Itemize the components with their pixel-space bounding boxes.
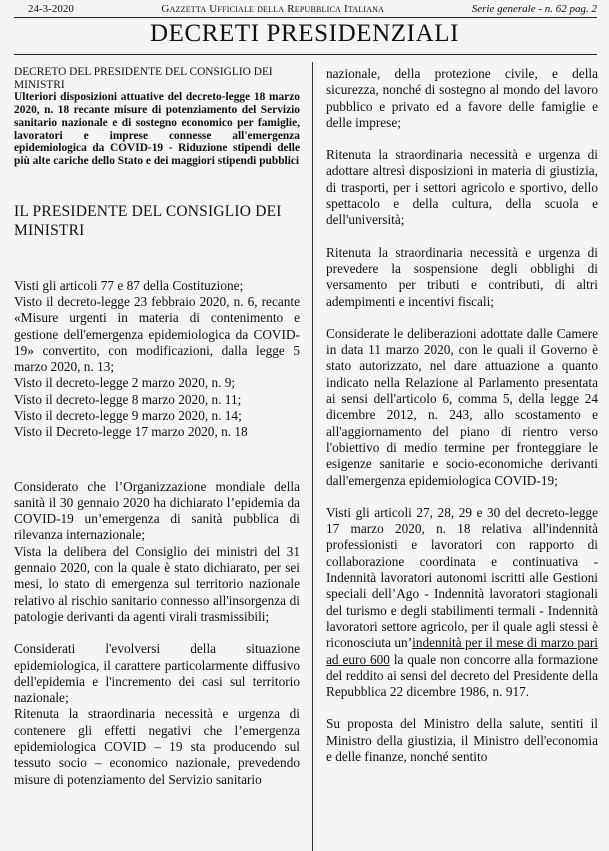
decree-subject: Ulteriori disposizioni attuative del decreto-legge 18 marzo 2020, n. 18 recante misure di potenziamento del Servizio sanitario nazionale e di sostegno economico per famiglie, lavoratori e imprese connesse all'emergenza epidemiologica da COVID-19 - Riduzione stipendi delle più alte cariche dello Stato e dei maggiori stipendi pubblici xyxy=(14,91,300,167)
decree-heading: DECRETO DEL PRESIDENTE DEL CONSIGLIO DEI MINISTRI xyxy=(14,66,273,91)
considerate-paragraph: Considerate le deliberazioni adottate dalle Camere in data 11 marzo 2020, con le quali il Governo è stato autorizzato, nel dare attuazione a quanto indicato nella Relazione al Parlamento presentata ai sensi dell'articolo 6, comma 5, della legge 24 dicembre 2012, n. 243, allo scostamento e all'aggiornamento del piano di rientro verso l'obiettivo di medio termine per fronteggiare le esigenze sanitarie e socio-economiche derivanti dall'emergenza epidemiologica COVID-19; xyxy=(326,325,598,488)
visti-text-post: la quale non concorre alla formazione del reddito ai sensi del decreto del Presidente della Repubblica 22 dicembre 1986, n. 917. xyxy=(326,651,598,700)
right-column xyxy=(326,66,598,765)
underlined-allowance: indennità per il mese di marzo pari ad euro 600 xyxy=(326,635,598,667)
visto-item: Visto il decreto-legge 23 febbraio 2020, n. 6, recante «Misure urgenti in materia di contenimento e gestione dell'emergenza epidemiologica da COVID-19» convertito, con modificazioni, dalla legge 5 marzo 2020, n. 13; xyxy=(14,293,300,375)
visti-articoli-paragraph xyxy=(326,505,598,701)
header-date: 24-3-2020 xyxy=(28,3,74,15)
title-rule xyxy=(14,54,597,55)
left-column xyxy=(14,66,300,788)
column-divider xyxy=(312,62,313,851)
visto-item: Visto il decreto-legge 8 marzo 2020, n. 11; xyxy=(14,391,242,407)
section-title: DECRETI PRESIDENZIALI xyxy=(149,20,460,47)
visto-item: Visti gli articoli 77 e 87 della Costituzione; xyxy=(14,277,244,293)
running-header xyxy=(28,2,597,16)
considerati-paragraph: Considerati l'evolversi della situazione epidemiologica, il carattere particolarmente diffusivo dell'epidemia e l'incremento dei casi sul territorio nazionale; xyxy=(14,641,300,706)
vista-delibera-paragraph: Vista la delibera del Consiglio dei ministri del 31 gennaio 2020, con la quale è stato dichiarato, per sei mesi, lo stato di emergenza sul territorio nazionale relativo al rischio sanitario connesso all'insorgenza di patologie derivanti da agenti virali trasmissibili; xyxy=(14,543,300,624)
header-publication: Gazzetta Ufficiale della Repubblica Italiana xyxy=(161,3,385,15)
visto-item: Visto il decreto-legge 2 marzo 2020, n. 9; xyxy=(14,375,236,391)
proposta-paragraph: Su proposta del Ministro della salute, sentiti il Ministro della giustizia, il Ministro dell'economia e delle finanze, nonché sentito xyxy=(326,716,598,764)
ritenuta-paragraph: Ritenuta la straordinaria necessità e urgenza di contenere gli effetti negativi che l’emergenza epidemiologica COVID – 19 sta producendo sul tessuto socio – economico nazionale, prevedendo misure di potenziamento del Servizio sanitario xyxy=(14,706,300,787)
considerato-paragraph: Considerato che l’Organizzazione mondiale della sanità il 30 gennaio 2020 ha dichiarato l’epidemia da COVID-19 un’emergenza di sanità pubblica di rilevanza internazionale; xyxy=(14,478,300,543)
continuation-paragraph: nazionale, della protezione civile, e della sicurezza, nonché di sostegno al mondo del lavoro pubblico e privato ed a favore delle famiglie e delle imprese; xyxy=(326,66,598,130)
visto-item: Visto il decreto-legge 9 marzo 2020, n. 14; xyxy=(14,408,242,423)
visto-item: Visto il Decreto-legge 17 marzo 2020, n. 18 xyxy=(14,424,248,440)
header-series: Serie generale - n. 62 pag. 2 xyxy=(471,3,597,15)
visti-text-pre: Visti gli articoli 27, 28, 29 e 30 del decreto-legge 17 marzo 2020, n. 18 relativa all'indennità professionisti e lavoratori con rapporto di collaborazione coordinata e continuativa - Indennità lavoratori autonomi iscritti alle Gestioni speciali dell’Ago - Indennità lavoratori stagionali del turismo e degli stabilimenti termali - Indennità lavoratori settore agricolo, per il quale agli stessi è riconosciuta un’ xyxy=(326,504,598,651)
header-rule xyxy=(14,17,597,18)
ritenuta-paragraph-1: Ritenuta la straordinaria necessità e urgenza di adottare altresì disposizioni in materia di giustizia, di trasporti, per i settori agricolo e sportivo, dello spettacolo e della cultura, della scuola e dell'università; xyxy=(326,147,598,228)
ritenuta-paragraph-2: Ritenuta la straordinaria necessità e urgenza di prevedere la sospensione degli obblighi di versamento per tributi e contributi, di altri adempimenti e incentivi fiscali; xyxy=(326,244,598,309)
issuing-authority: IL PRESIDENTE DEL CONSIGLIO DEI MINISTRI xyxy=(14,202,282,239)
